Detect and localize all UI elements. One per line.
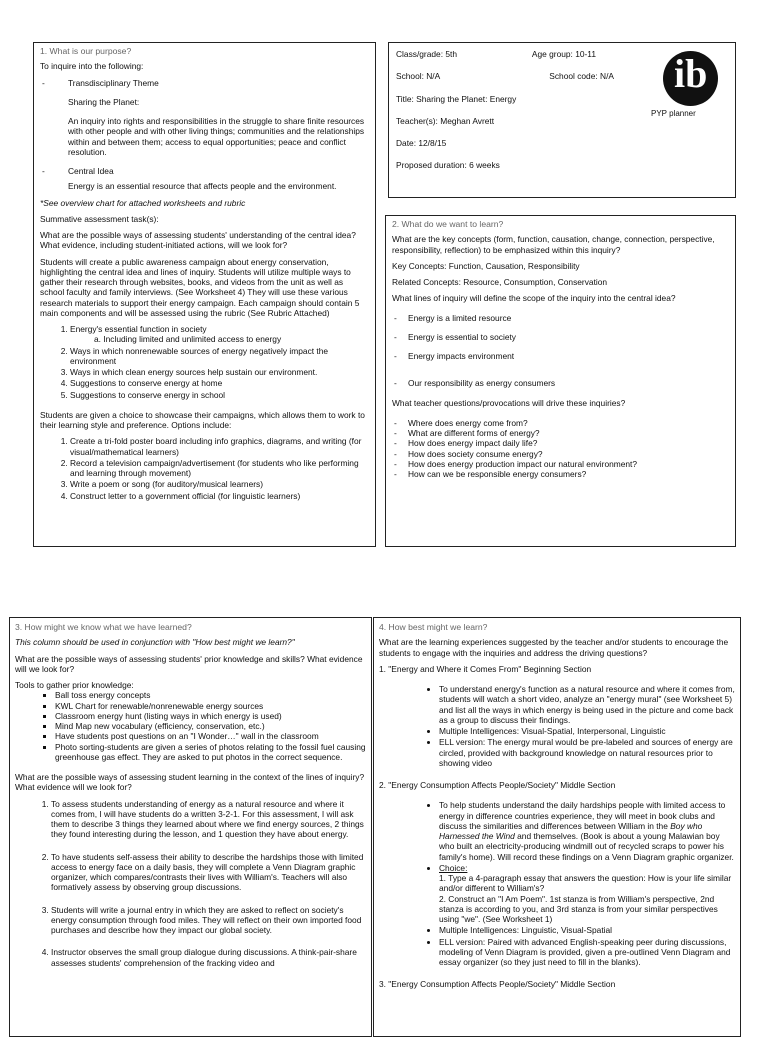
tool-item: ▪ Classroom energy hunt (listing ways in which energy is used) xyxy=(55,711,366,721)
duration: Proposed duration: 6 weeks xyxy=(396,160,500,171)
purpose-box xyxy=(33,42,376,547)
choice-2: 2. Construct an "I Am Poem". 1st stanza is from William's perspective, 2nd stanza is according to you, and 3rd stanza is from your similar perspectives using "we". (See Worksheet 1) xyxy=(439,893,718,925)
question-item: - Where does energy come from? xyxy=(392,418,729,428)
campaign-text: Students will create a public awareness campaign about energy conservation, highlighting the central idea and lines of inquiry. Students will utilize multiple ways to gather their research through websites, books, and videos from the unit as well as school faculty and family interviews. (See Worksheet 4) They will use these various research materials to support their energy campaign. Each campaign should contain 5 main components and will be assessed using the rubric (See Rubric Attached) xyxy=(40,256,360,318)
central-idea: Energy is an essential resource that affects people and the environment. xyxy=(68,181,337,192)
summative-question: What are the possible ways of assessing students' understanding of the central idea? What evidence, including student-initiated actions, will we look for? xyxy=(40,230,356,251)
option-item: 2. Record a television campaign/advertisement (for students who like performing and learning through movement) xyxy=(70,458,369,479)
related-concepts: Related Concepts: Resource, Consumption, Conservation xyxy=(392,277,608,288)
know-note: This column should be used in conjunction with "How best might we learn?" xyxy=(15,637,295,648)
purpose-intro: To inquire into the following: xyxy=(40,61,144,72)
section2-list xyxy=(379,800,735,967)
tool-item: ▪ KWL Chart for renewable/nonrenewable energy sources xyxy=(55,701,366,711)
know-header: 3. How might we know what we have learned? xyxy=(15,622,192,632)
school: School: N/A xyxy=(396,71,441,82)
section1-item: • ELL version: The energy mural would be pre-labeled and sources of energy are circled, provided with background knowledge on natural resources prior to showing video xyxy=(439,737,735,768)
best-box xyxy=(373,617,741,1037)
section1-item: • To understand energy's function as a natural resource and where it comes from, students will watch a short video, analyze an "energy mural" (see Worksheet 5) and list all the ways in which energy is being used in the picture and come back as a group to discuss their findings. xyxy=(439,684,735,725)
class-grade: Class/grade: 5th xyxy=(396,49,457,59)
section2-title: 2. "Energy Consumption Affects People/Society" Middle Section xyxy=(379,780,616,791)
line-item: - Energy is a limited resource xyxy=(392,313,729,323)
purpose-list xyxy=(40,78,369,177)
tool-item: ▪ Photo sorting-students are given a series of photos relating to the fossil fuel causing greenhouse gas effect. They are asked to put photos in the correct sequence. xyxy=(55,742,366,763)
component-item: 4. Suggestions to conserve energy at home xyxy=(70,378,369,388)
section2-item: • Multiple Intelligences: Linguistic, Visual-Spatial xyxy=(439,925,735,935)
option-item: 4. Construct letter to a government official (for linguistic learners) xyxy=(70,491,369,501)
age-group: Age group: 10-11 xyxy=(531,49,596,59)
school-row xyxy=(396,71,614,81)
logo-caption: PYP planner xyxy=(651,109,696,118)
theme-label: - Transdisciplinary Theme xyxy=(68,77,159,88)
teacher-question: What teacher questions/provocations will drive these inquiries? xyxy=(392,397,626,408)
choice-label: Choice: xyxy=(439,862,468,873)
best-question: What are the learning experiences suggested by the teacher and/or students to encourage the students to engage with the inquiries and address the driving questions? xyxy=(379,637,729,658)
central-item xyxy=(40,166,369,176)
see-note: *See overview chart for attached worksheets and rubric xyxy=(40,197,246,208)
options-list xyxy=(40,436,369,501)
tool-item: ▪ Mind Map new vocabulary (efficiency, conservation, etc.) xyxy=(55,721,366,731)
tool-item: ▪ Have students post questions on an "I Wonder…" wall in the classroom xyxy=(55,731,366,741)
section1-item: • Multiple Intelligences: Visual-Spatial, Interpersonal, Linguistic xyxy=(439,726,735,736)
line-item: - Energy is essential to society xyxy=(392,332,729,342)
option-item: 3. Write a poem or song (for auditory/musical learners) xyxy=(70,479,369,489)
central-label: - Central Idea xyxy=(68,166,114,177)
learn-box xyxy=(385,215,736,547)
component-item: 1. Energy's essential function in society a. Including limited and unlimited access to energy xyxy=(70,324,369,345)
best-header: 4. How best might we learn? xyxy=(379,622,488,632)
assessment-list xyxy=(15,799,366,968)
section2-choice xyxy=(439,863,735,925)
key-concepts: Key Concepts: Function, Causation, Responsibility xyxy=(392,260,580,271)
lines-list xyxy=(392,313,729,389)
question-item: - How does energy impact daily life? xyxy=(392,438,729,448)
component-item: 2. Ways in which nonrenewable sources of energy negatively impact the environment xyxy=(70,346,369,367)
class-row xyxy=(396,49,596,59)
theme-desc: An inquiry into rights and responsibilities in the struggle to share finite resources with other people and with other living things; communities and the relationships within and between them; access to equal opportunities; peace and conflict resolution. xyxy=(68,116,365,157)
theme-name: Sharing the Planet: xyxy=(68,96,140,107)
assessment-item: 1. To assess students understanding of energy as a natural resource and where it comes from, I will have students do a written 3-2-1. For this assessment, I will ask them to describe 3 things they learned about where we find energy sources, 2 things they found interesting during the lesson, and 1 question they have about energy. xyxy=(51,799,366,840)
question-item: - What are different forms of energy? xyxy=(392,428,729,438)
section3-title: 3. "Energy Consumption Affects People/Society" Middle Section xyxy=(379,979,616,990)
components-list xyxy=(40,324,369,400)
summative-label: Summative assessment task(s): xyxy=(40,213,159,224)
question-item: - How can we be responsible energy consumers? xyxy=(392,469,729,479)
tools-label: Tools to gather prior knowledge: xyxy=(15,680,134,691)
tools-list xyxy=(15,690,366,762)
component-item: 5. Suggestions to conserve energy in school xyxy=(70,390,369,400)
section1-list xyxy=(379,684,735,768)
question-item: - How does energy production impact our natural environment? xyxy=(392,459,729,469)
learn-header: 2. What do we want to learn? xyxy=(392,219,504,229)
theme-item xyxy=(40,78,369,158)
book-title: Boy who Harnessed the Wind xyxy=(439,820,703,842)
purpose-header: 1. What is our purpose? xyxy=(40,46,132,56)
section2-item: • To help students understand the daily hardships people with limited access to energy in difference countries experience, they will meet in book clubs and discuss the similarities and differences between William in the Boy who Harnessed the Wind and themselves. (Book is about a young Malawian boy who built an electricity-producing windmill out of recycled scraps to power his family's home). Will record these findings on a Venn Diagram graphic organizer. xyxy=(439,800,735,862)
questions-list xyxy=(392,418,729,480)
prior-question: What are the possible ways of assessing students' prior knowledge and skills? What evidence will we look for? xyxy=(15,653,363,674)
line-item: - Our responsibility as energy consumers xyxy=(392,378,729,388)
concepts-question: What are the key concepts (form, function, causation, change, connection, perspective, responsibility, reflection) to be emphasized within this inquiry? xyxy=(392,234,715,255)
context-question: What are the possible ways of assessing student learning in the context of the lines of inquiry? What evidence will we look for? xyxy=(15,772,365,793)
option-item: 1. Create a tri-fold poster board including info graphics, diagrams, and writing (for visual/mathematical learners) xyxy=(70,436,369,457)
assessment-item: 2. To have students self-assess their ability to describe the hardships those with limited access to energy face on a daily basis, they will complete a Venn Diagram graphic organizer, which compares/contrasts their lives with William's. Teachers will also formatively assess by observing group discussions. xyxy=(51,852,366,893)
assessment-item: 4. Instructor observes the small group dialogue during discussions. A think-pair-share assesses students' comprehension of the fracking video and xyxy=(51,947,366,968)
component-item: 3. Ways in which clean energy sources help sustain our environment. xyxy=(70,367,369,377)
tool-item: ▪ Ball toss energy concepts xyxy=(55,690,366,700)
assessment-item: 3. Students will write a journal entry in which they are asked to reflect on society's energy consumption through food miles. They will reflect on their own imported food purchases and describe how they impact our global society. xyxy=(51,905,366,936)
know-box xyxy=(9,617,372,1037)
question-item: - How does society consume energy? xyxy=(392,449,729,459)
date: Date: 12/8/15 xyxy=(396,138,447,148)
lines-question: What lines of inquiry will define the scope of the inquiry into the central idea? xyxy=(392,293,676,304)
section1-title: 1. "Energy and Where it Comes From" Beginning Section xyxy=(379,663,592,674)
choice-intro: Students are given a choice to showcase their campaigns, which allows them to work to their learning style and preference. Options include: xyxy=(40,409,365,431)
teacher: Teacher(s): Meghan Avrett xyxy=(396,115,495,126)
unit-title: Title: Sharing the Planet: Energy xyxy=(396,93,517,104)
line-item: - Energy impacts environment xyxy=(392,351,729,361)
component-sub: a. Including limited and unlimited access to energy xyxy=(94,334,282,345)
choice-1: 1. Type a 4-paragraph essay that answers the question: How is your life similar and/or different to William's? xyxy=(439,873,732,894)
section2-item: • ELL version: Paired with advanced English-speaking peer during discussions, modeling of Venn Diagram is provided, given a pre-outlined Venn Diagram and essay organizer (so they just need to fill in the blanks). xyxy=(439,937,735,968)
ib-logo: ib xyxy=(663,51,718,106)
school-code: School code: N/A xyxy=(549,71,614,82)
